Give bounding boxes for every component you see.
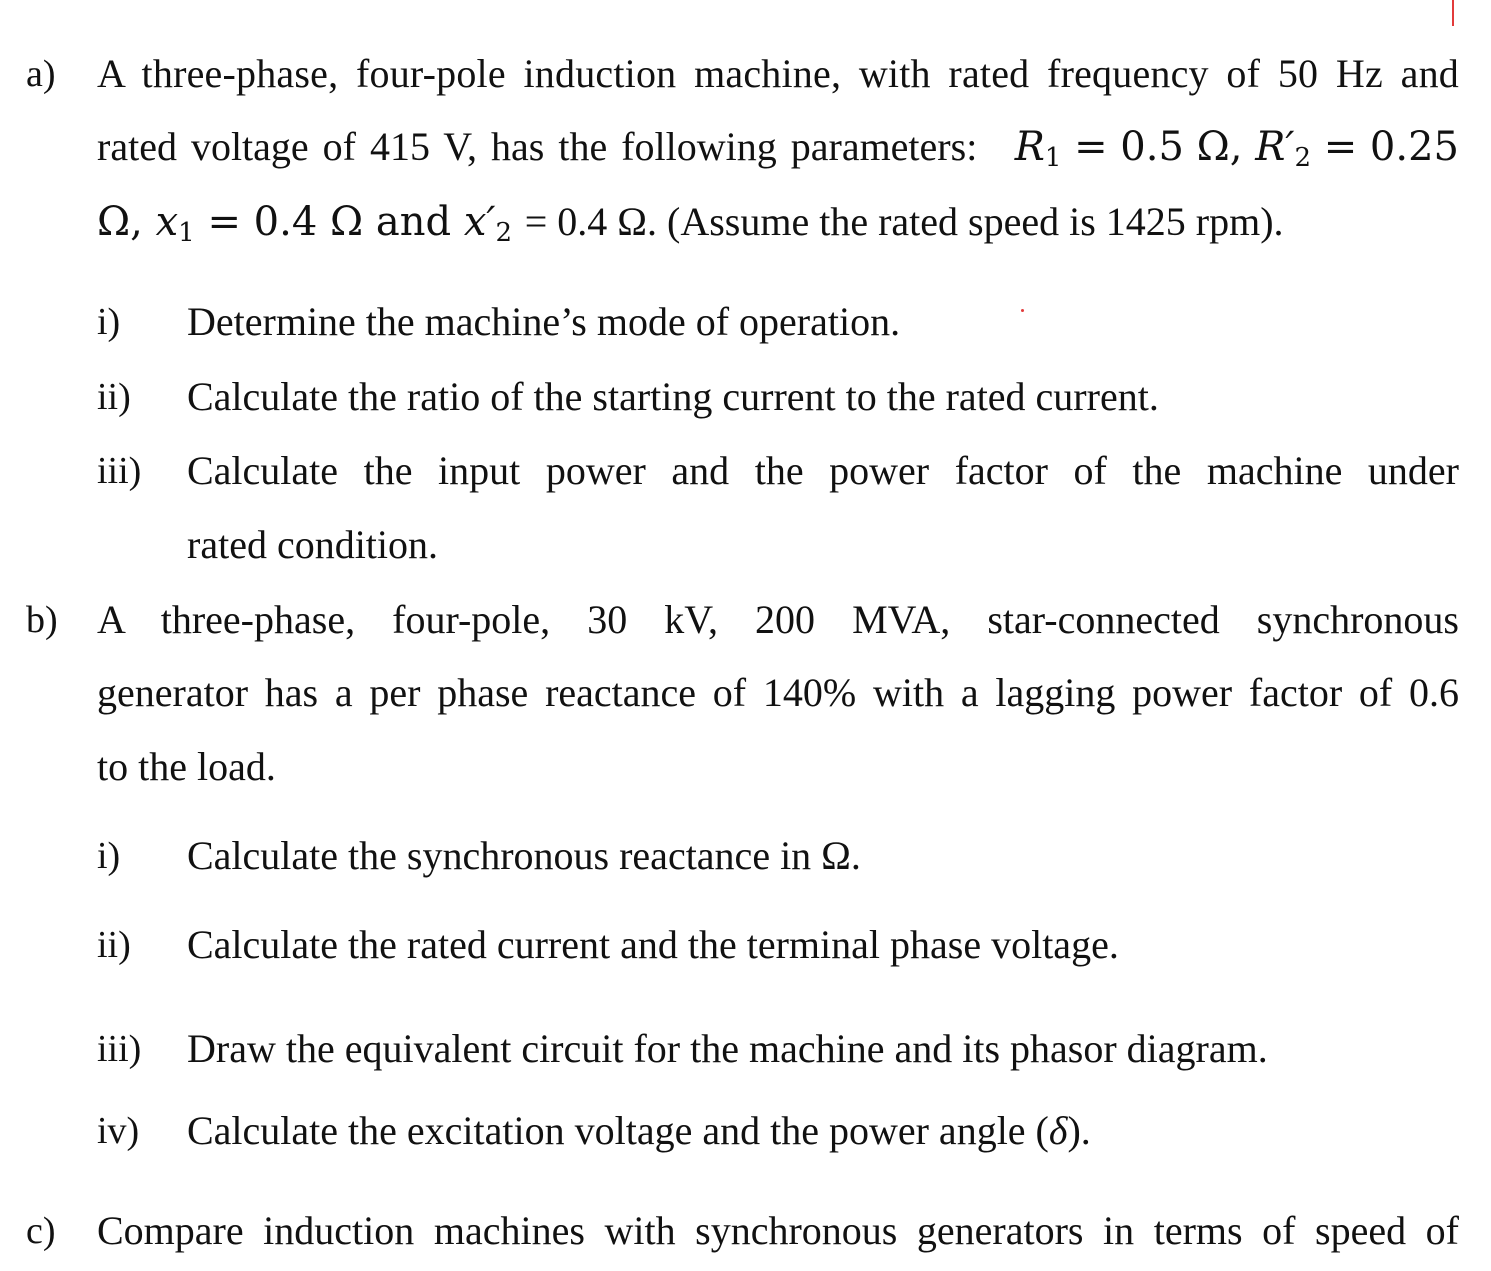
part-b-line-3: to the load. [97, 744, 276, 789]
part-b-item-ii-text: Calculate the rated current and the terminal phase voltage. [187, 922, 1119, 967]
part-a-line-1-text: A three-phase, four-pole induction machine, with rated frequency of 50 Hz and [97, 51, 1459, 96]
part-a-item-iii-line-1: Calculate the input power and the power factor of the machine under [187, 448, 1459, 493]
part-a-item-iii-line-2: rated condition. [187, 522, 439, 567]
part-a-item-iii-label: iii) [97, 450, 142, 492]
part-a-item-i-label: i) [97, 301, 121, 343]
part-b-line-1: A three-phase, four-pole, 30 kV, 200 MVA, star-connected synchronous [97, 597, 1459, 642]
part-b-item-i-label: i) [97, 835, 121, 877]
part-b-item-iv-text: Calculate the excitation voltage and the power angle (δ). [187, 1108, 1091, 1153]
part-a-item-ii-text: Calculate the ratio of the starting current to the rated current. [187, 374, 1159, 419]
part-b-item-ii-label: ii) [97, 924, 131, 966]
part-a-item-ii-label: ii) [97, 376, 131, 418]
part-c-label: c) [26, 1210, 56, 1252]
r1-formula: $R_1 = 0.5$ Ω, $R'_2 = 0.25$ [1014, 124, 1459, 173]
delta-symbol: δ [1048, 1108, 1068, 1153]
part-a-line-2 [97, 123, 1459, 171]
red-pen-mark [1452, 0, 1454, 26]
part-a-label: a) [26, 53, 56, 95]
part-b-line-2: generator has a per phase reactance of 140% with a lagging power factor of 0.6 [97, 670, 1459, 715]
part-c-line-1: Compare induction machines with synchronous generators in terms of speed of [97, 1208, 1459, 1253]
part-b-item-i-text: Calculate the synchronous reactance in Ω. [187, 833, 861, 878]
part-a-line-3: Ω, $x_1 = 0.4$ Ω and $x'_2 = 0.4$ Ω. (Assume the rated speed is 1425 rpm). [97, 199, 1284, 248]
part-b-item-iii-label: iii) [97, 1028, 142, 1070]
part-b-item-iii-text: Draw the equivalent circuit for the machine and its phasor diagram. [187, 1026, 1268, 1071]
part-a-item-i-text: Determine the machine’s mode of operation. [187, 299, 901, 344]
part-b-label: b) [26, 599, 58, 641]
red-pen-dot [1021, 309, 1024, 312]
part-a-line-2-text: rated voltage of 415 V, has the following parameters: [97, 124, 978, 169]
part-a-line-1 [97, 50, 1459, 98]
part-b-item-iv-label: iv) [97, 1110, 140, 1152]
